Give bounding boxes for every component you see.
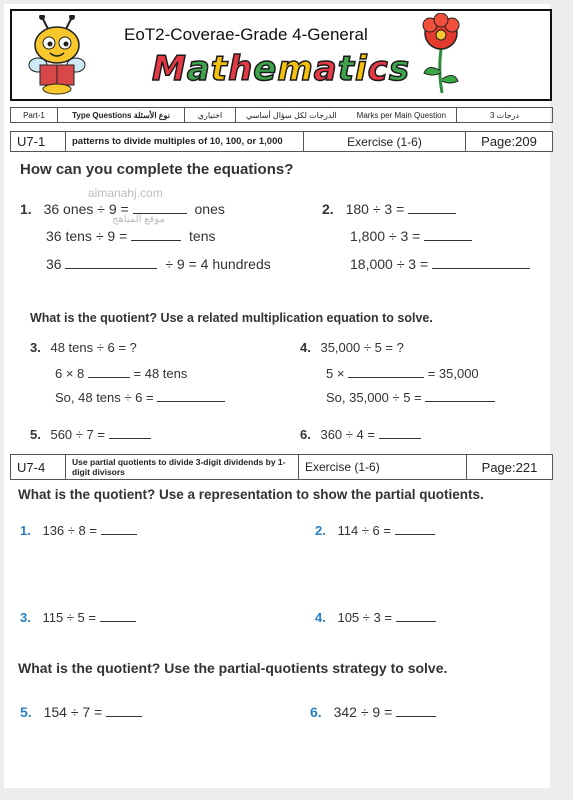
section-heading: What is the quotient? Use a representation to show the partial quotients.	[18, 487, 484, 502]
equation-text: 36 tens ÷ 9 =	[46, 228, 128, 244]
flower-icon	[416, 13, 466, 95]
marks-arabic: الدرجات لكل سؤال أساسي	[245, 110, 337, 120]
answer-blank[interactable]	[131, 228, 181, 241]
answer-blank[interactable]	[100, 609, 136, 622]
equation-text: 154 ÷ 7 =	[43, 704, 103, 720]
equation-text: 18,000 ÷ 3 =	[350, 256, 429, 272]
answer-blank[interactable]	[396, 704, 436, 717]
answer-blank[interactable]	[396, 609, 436, 622]
question-number: 2.	[315, 523, 326, 538]
answer-blank[interactable]	[348, 365, 424, 378]
page-label: Page:209	[481, 134, 537, 149]
answer-blank[interactable]	[88, 365, 130, 378]
question-3-line-2	[55, 365, 187, 381]
question-4-line-3	[326, 389, 495, 405]
question-number: 6.	[300, 427, 311, 442]
equation-text: 136 ÷ 8 =	[42, 523, 97, 538]
equation-text: = 48 tens	[133, 366, 188, 381]
question-2-line-2	[350, 228, 472, 244]
answer-blank[interactable]	[157, 389, 225, 402]
answer-blank[interactable]	[379, 426, 421, 439]
unit-code: U7-1	[11, 132, 66, 151]
equation-text: 6 × 8	[55, 366, 85, 381]
answer-blank[interactable]	[133, 201, 187, 214]
exercise-label: Exercise (1-6)	[304, 132, 466, 151]
question-number: 2.	[322, 201, 334, 217]
equation-text: So, 35,000 ÷ 5 =	[326, 390, 422, 405]
question-number: 3.	[20, 610, 31, 625]
marks-cell	[236, 108, 457, 122]
question-5	[20, 704, 142, 720]
question-6	[310, 704, 436, 720]
question-1-line-3	[46, 256, 271, 272]
equation-text: So, 48 tens ÷ 6 =	[55, 390, 154, 405]
equation-text: 48 tens ÷ 6 = ?	[50, 340, 137, 355]
answer-blank[interactable]	[109, 426, 151, 439]
question-number: 4.	[315, 610, 326, 625]
worksheet-title: EoT2-Coverae-Grade 4-General	[124, 25, 368, 44]
equation-text: 560 ÷ 7 =	[50, 427, 105, 442]
equation-text: 360 ÷ 4 =	[320, 427, 375, 442]
question-number: 1.	[20, 523, 31, 538]
question-2-line-3	[350, 256, 530, 272]
question-3	[20, 609, 136, 625]
question-number: 5.	[30, 427, 41, 442]
answer-blank[interactable]	[65, 256, 157, 269]
section-heading: How can you complete the equations?	[20, 161, 294, 178]
section-heading: What is the quotient? Use the partial-quotients strategy to solve.	[18, 660, 448, 676]
bee-reading-icon	[26, 15, 88, 95]
unit-row-u7-4	[10, 454, 553, 480]
watermark-arabic: موقع المناهج	[112, 214, 165, 225]
question-3-line-3	[55, 389, 225, 405]
question-number: 5.	[20, 704, 32, 720]
unit-topic	[66, 455, 299, 479]
equation-text: 36 ones ÷ 9 =	[43, 201, 129, 217]
equation-text: 114 ÷ 6 =	[337, 523, 391, 538]
equation-text: ÷ 9 = 4 hundreds	[165, 256, 271, 272]
section-heading: What is the quotient? Use a related multiplication equation to solve.	[30, 311, 433, 325]
question-5	[30, 426, 151, 442]
answer-blank[interactable]	[395, 522, 435, 535]
equation-text: = 35,000	[427, 366, 479, 381]
type-questions-label: Type Questions نوع الأسئلة	[58, 108, 185, 122]
unit-code: U7-4	[11, 455, 66, 479]
question-2-line-1	[322, 201, 456, 217]
unit-topic-line: digit divisors	[72, 467, 125, 477]
subject-title: Mathematics	[152, 49, 411, 89]
question-number: 4.	[300, 340, 311, 355]
info-row	[10, 107, 553, 123]
answer-blank[interactable]	[101, 522, 137, 535]
unit-text: tens	[189, 228, 216, 244]
equation-text: 1,800 ÷ 3 =	[350, 228, 421, 244]
exercise-label: Exercise (1-6)	[299, 455, 467, 479]
equation-text: 115 ÷ 5 =	[42, 610, 96, 625]
question-6	[300, 426, 421, 442]
equation-text: 105 ÷ 3 =	[337, 610, 392, 625]
equation-text: 35,000 ÷ 5 = ?	[320, 340, 404, 355]
unit-row-u7-1	[10, 131, 553, 152]
question-1	[20, 522, 137, 538]
unit-topic: patterns to divide multiples of 10, 100, or 1,000	[66, 132, 304, 151]
unit-text: ones	[194, 201, 225, 217]
answer-blank[interactable]	[425, 389, 495, 402]
choice-label: اختياري	[185, 108, 236, 122]
question-4-line-1	[300, 340, 404, 355]
score-label: 3 درجات	[489, 110, 519, 120]
part-label: Part-1	[11, 108, 58, 122]
question-number: 3.	[30, 340, 41, 355]
unit-topic-line: Use partial quotients to divide 3-digit dividends by 1-	[72, 457, 286, 467]
question-2	[315, 522, 435, 538]
watermark: almanahj.com	[88, 186, 163, 200]
question-4-line-2	[326, 365, 479, 381]
header-box	[10, 9, 552, 101]
marks-english: Marks per Main Question	[356, 110, 447, 120]
equation-text: 36	[46, 256, 62, 272]
question-number: 6.	[310, 704, 322, 720]
question-3-line-1	[30, 340, 137, 355]
page-label: Page:221	[481, 459, 538, 475]
answer-blank[interactable]	[432, 256, 530, 269]
question-1-line-2	[46, 228, 216, 244]
answer-blank[interactable]	[106, 704, 142, 717]
answer-blank[interactable]	[408, 201, 456, 214]
question-number: 1.	[20, 201, 32, 217]
question-4	[315, 609, 436, 625]
equation-text: 180 ÷ 3 =	[345, 201, 405, 217]
equation-text: 5 ×	[326, 366, 345, 381]
equation-text: 342 ÷ 9 =	[333, 704, 393, 720]
answer-blank[interactable]	[424, 228, 472, 241]
